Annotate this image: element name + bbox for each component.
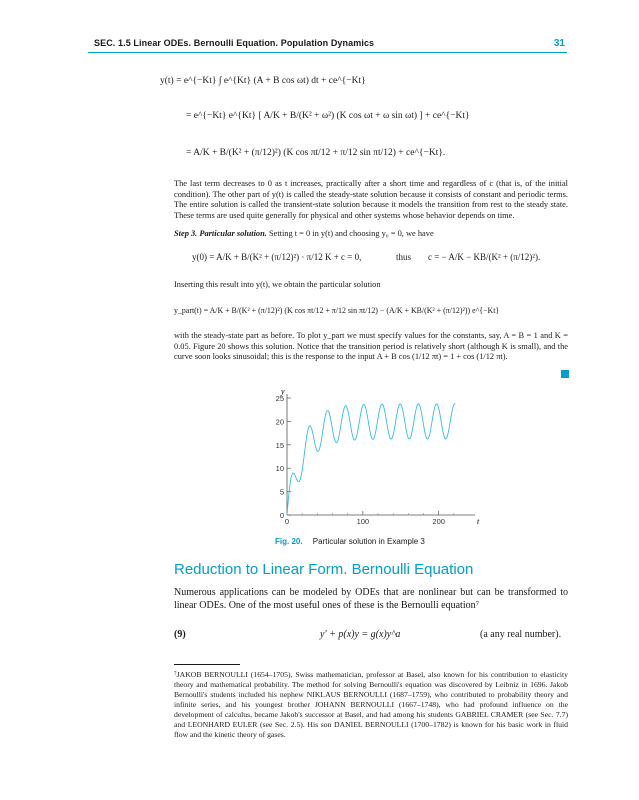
equation-9-number: (9)	[174, 629, 186, 640]
y-tick-label: 5	[279, 487, 284, 497]
y-tick-label: 0	[279, 511, 284, 520]
inserting-line: Inserting this result into y(t), we obtain the particular solution	[174, 280, 381, 289]
equation-y0: y(0) = A/K + B/(K² + (π/12)²) · π/12 K + c = 0,	[192, 252, 362, 262]
x-tick-label: 0	[284, 517, 290, 526]
equation-line-1: y(t) = e^{−Kt} ∫ e^{Kt} (A + B cos ωt) dt + ce^{−Kt}	[160, 76, 366, 86]
paragraph-steady-state: The last term decreases to 0 as t increases, practically after a short time and regardless of c (that is, of the initial condition). The other part of y(t) is called the steady-state solution because it consists of constant and periodic terms. The entire solution is called the transient-state solution because it models the transition from rest to the steady state. These terms are used quite generally for physical and other systems whose behavior depends on time.	[174, 179, 568, 220]
paragraph-plot-description: with the steady-state part as before. To plot y_part we must specify values for the constants, say, A = B = 1 and K = 0.05. Figure 20 shows this solution. Notice that the transition period is relatively short (although K is small), and the curve soon looks sinusoidal; this is the response to the input A + B cos (1/12 πt) = 1 + cos (1/12 πt).	[174, 331, 568, 362]
equation-line-2: = e^{−Kt} e^{Kt} [ A/K + B/(K² + ω²) (K cos ωt + ω sin ωt) ] + ce^{−Kt}	[186, 111, 470, 121]
chart-ticks	[276, 394, 454, 526]
running-header	[0, 38, 639, 54]
equation-block-2	[192, 248, 568, 270]
y-tick-label: 20	[275, 417, 284, 427]
figure-label: Fig. 20.	[275, 537, 303, 546]
footnote-rule	[174, 664, 240, 665]
x-axis-label: t	[477, 517, 480, 526]
equation-line-3: = A/K + B/(K² + (π/12)²) (K cos πt/12 + π/12 sin πt/12) + ce^{−Kt}.	[186, 148, 446, 158]
equation-thus: thus	[396, 252, 412, 262]
particular-solution-curve	[287, 404, 455, 515]
y-tick-label: 10	[275, 464, 284, 474]
chart-axes	[287, 394, 475, 515]
step-3-line	[174, 229, 568, 240]
x-tick-label: 200	[432, 517, 445, 526]
end-of-example-square	[561, 370, 569, 378]
page-number: 31	[553, 38, 565, 49]
running-head: SEC. 1.5 Linear ODEs. Bernoulli Equation. Population Dynamics	[94, 38, 375, 48]
bernoulli-equation: y′ + p(x)y = g(x)y^a	[320, 629, 401, 640]
equation-9-note: (a any real number).	[480, 629, 562, 640]
equation-block-1	[160, 70, 490, 174]
figure-20-chart	[270, 383, 480, 533]
y-axis-label: y	[281, 387, 285, 396]
y-tick-label: 25	[275, 394, 284, 403]
figure-caption	[275, 537, 425, 546]
section-title: Reduction to Linear Form. Bernoulli Equation	[174, 561, 474, 578]
figure-caption-text: Particular solution in Example 3	[312, 537, 425, 546]
intro-paragraph: Numerous applications can be modeled by ODEs that are nonlinear but can be transformed to linear ODEs. One of the most useful ones of these is the Bernoulli equation⁷	[174, 587, 568, 611]
header-rule	[88, 52, 567, 53]
x-tick-label: 100	[356, 517, 370, 526]
equation-9	[174, 629, 568, 645]
footnote-bernoulli: ⁷JAKOB BERNOULLI (1654–1705), Swiss mathematician, professor at Basel, also known for his contribution to elasticity theory and mathematical probability. The method for solving Bernoulli's equation was discovered by Leibniz in 1696. Jakob Bernoulli's students included his nephew NIKLAUS BERNOULLI (1687–1759), who contributed to probability theory and infinite series, and his youngest brother JOHANN BERNOULLI (1667–1748), who had profound influence on the development of calculus, became Jakob's successor at Basel, and had among his students GABRIEL CRAMER (see Sec. 7.7) and LEONHARD EULER (see Sec. 2.5). His son DANIEL BERNOULLI (1700–1782) is known for his basic work in fluid flow and the kinetic theory of gases.	[174, 670, 568, 739]
equation-particular-solution	[174, 300, 568, 324]
equation-c: c = − A/K − KB/(K² + (π/12)²).	[428, 252, 541, 262]
equation-ypart: y_part(t) = A/K + B/(K² + (π/12)²) (K cos πt/12 + π/12 sin πt/12) − (A/K + KB/(K² + (π/12)²)) e^{−Kt}	[174, 306, 500, 315]
y-tick-label: 15	[275, 440, 284, 450]
step-3-text: Setting t = 0 in y(t) and choosing y₀ = 0, we have	[268, 229, 434, 238]
step-3-label: Step 3. Particular solution.	[174, 229, 267, 238]
